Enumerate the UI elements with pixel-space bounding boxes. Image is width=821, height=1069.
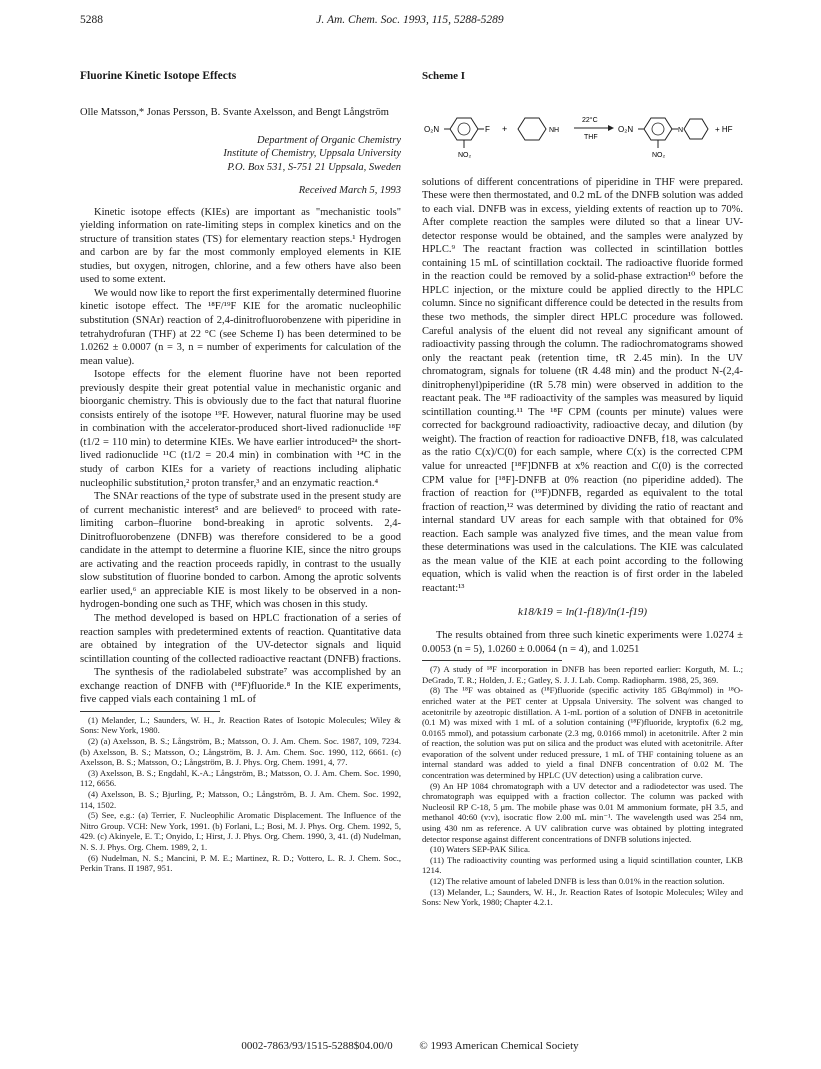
footnotes-left <box>80 715 401 874</box>
scheme-hf-label: + HF <box>715 124 733 134</box>
affiliation <box>80 134 401 175</box>
piperidine-ring-icon <box>684 119 708 139</box>
footnote: (4) Axelsson, B. S.; Bjurling, P.; Matsson, O.; Långström, B. J. Am. Chem. Soc. 1992, 114, 1502. <box>80 788 401 810</box>
scheme-label: Scheme I <box>422 70 466 82</box>
left-column <box>80 58 401 874</box>
body-paragraph: The SNAr reactions of the type of substrate used in the present study are of current mechanistic interest⁵ and are believed⁶ to proceed with rate-limiting carbon–fluorine bond-breaking in aprotic solvents. 2,4-Dinitrofluorobenzene (DNFB) was therefore considered to be a good candidate in the attempt to determine a fluorine KIE, since the nitro groups are activating and the reaction proceeds rapidly, in contrast to the usually slow substitution of fluorine bonded to carbon. Among the aprotic solvents earlier used,⁶ an appreciable KIE is most likely to be observed in a non-hydrogen-bonding one such as THF, which was chosen in this study. <box>80 491 401 611</box>
affiliation-department: Department of Organic Chemistry <box>257 134 401 146</box>
body-paragraph: We would now like to report the first experimentally determined fluorine kinetic isotope effect. The ¹⁸F/¹⁹F KIE for the aromatic nucleophilic substitution (SNAr) reaction of 2,4-dinitrofluorobenzene with piperidine in tetrahydrofuran (THF) at 22 °C (see Scheme I) has been determined to be 1.0262 ± 0.0007 (n = 3, n = number of experiments for calculation of the mean value). <box>80 287 401 367</box>
footnote: (3) Axelsson, B. S.; Engdahl, K.-A.; Långström, B.; Matsson, O. J. Am. Chem. Soc. 1990, 112, 6656. <box>80 767 401 789</box>
benzene-ring-icon <box>644 118 672 140</box>
footnote: (1) Melander, L.; Saunders, W. H., Jr. Reaction Rates of Isotopic Molecules; Wiley & Sons: New York, 1980. <box>80 714 401 736</box>
footnote: (8) The ¹⁸F was obtained as (¹⁸F)fluoride (specific activity 185 GBq/mmol) in ¹⁸O-enriched water at the PET center at Uppsala University. The solvent was changed to acetonitrile by azeotropic distillation. A 1-mL portion of a solution of DNFB in acetonitrile (0.1 M) was mixed with 1 mL of a solution containing (¹⁸F)fluoride, kryptofix (6.2 mg, 0.0165 mmol), and potassium carbonate (2.3 mg, 0.0166 mmol) in acetonitrile. After 2 min of reaction, the solution was put on silica and the product was eluted with acetonitrile. After evaporation of the solvent under reduced pressure, 1 mL of THF containing toluene as an internal standard was added to yield a final DNFB concentration of 0.02 M. The concentration was determined by HPLC (UV detection) using a calibration curve. <box>422 685 743 781</box>
body-paragraph: Kinetic isotope effects (KIEs) are important as "mechanistic tools" yielding information on rate-limiting steps in complex kinetics and on the structure of transition states (TS) for elementary reaction steps.¹ Hydrogen and carbon are by far the most commonly employed elements in KIE studies, but oxygen, nitrogen, chlorine, and a few others have also been used to some extent. <box>80 206 401 286</box>
scheme-plus: + <box>502 123 508 134</box>
body-paragraph: The method developed is based on HPLC fractionation of a series of reaction samples with predetermined extents of reaction. Quantitative data are obtained by integration of the UV-detector signals and liquid scintillation counting of the collected radioactive reactant (DNFB) fractions. <box>80 613 402 665</box>
scheme-no2-label-product: NO₂ <box>652 151 666 159</box>
scheme-o2n-label-product: O₂N <box>618 124 634 134</box>
footnote-divider <box>80 711 220 712</box>
running-header <box>80 14 740 34</box>
issn-code: 0002-7863/93/1515-5288$04.00/0 <box>241 1040 393 1052</box>
aromatic-circle-icon <box>458 123 470 135</box>
footnote: (10) Waters SEP-PAK Silica. <box>430 844 531 855</box>
footnote: (2) (a) Axelsson, B. S.; Långström, B.; Matsson, O. J. Am. Chem. Soc. 1987, 109, 7234. (b) Axelsson, B. S.; Matsson, O.; Långström, B. J. Am. Chem. Soc. 1990, 112, 6661. (c) Axelsson, B. S.; Matsson, O.; Långström, B. J. Phys. Org. Chem. 1991, 4, 77. <box>80 736 401 768</box>
scheme-n-label: N <box>678 126 684 134</box>
footnote: (12) The relative amount of labeled DNFB is less than 0.01% in the reaction solution. <box>430 876 725 887</box>
copyright-notice: © 1993 American Chemical Society <box>419 1040 579 1052</box>
scheme-solvent: THF <box>584 133 598 141</box>
footnote-divider <box>422 660 562 661</box>
received-date: Received March 5, 1993 <box>298 185 401 197</box>
scheme-o2n-label: O₂N <box>424 124 440 134</box>
body-paragraph: The synthesis of the radiolabeled substrate⁷ was accomplished by an exchange reaction of DNFB with (¹⁸F)fluoride.⁸ In the KIE experiments, five capped vials each containing 1 mL of <box>80 667 401 706</box>
scheme-no2-label: NO₂ <box>458 151 472 159</box>
footnote: (13) Melander, L.; Saunders, W. H., Jr. Reaction Rates of Isotopic Molecules; Wiley and Sons: New York, 1980; Chapter 4.2.1. <box>422 886 743 908</box>
footnote: (7) A study of ¹⁸F incorporation in DNFB has been reported earlier: Korguth, M. L.; DeGrado, T. R.; Holden, J. E.; Gatley, S. J. J. Lab. Comp. Radiopharm. 1988, 25, 369. <box>422 664 743 685</box>
article-title: Fluorine Kinetic Isotope Effects <box>80 70 237 82</box>
benzene-ring-icon <box>450 118 478 140</box>
footnotes-right <box>422 664 743 908</box>
footnote: (9) An HP 1084 chromatograph with a UV detector and a radiodetector was used. The chromatograph was equipped with a fraction collector. The column was packed with Nucleosil RP C-18, 5 μm. The mobile phase was 0.01 M ammonium formate, pH 3.5, and methanol 40:60 (v:v), isocratic flow 2.00 mL min⁻¹. The wavelength used was 254 nm, using 430 nm as reference. A UV calibration curve was obtained by plotting integrated detector response against different concentrations of DNFB solutions injected. <box>422 780 743 844</box>
journal-citation: J. Am. Chem. Soc. 1993, 115, 5288-5289 <box>316 14 504 26</box>
body-paragraph: solutions of different concentrations of piperidine in THF were prepared. These were then thermostated, and 0.2 mL of the DNFB solution was added to each vial. DNFB was in excess, yielding extents of reaction up to 70%. After complete reaction the samples were diluted so that a linear UV-detector response would be obtained, and the samples were analyzed by HPLC.⁹ The reactant fraction was collected in scintillation bottles containing 15 mL of scintillation cocktail. The radioactive fluoride formed in the reaction could be removed by a solid-phase extraction¹⁰ before the HPLC injection, or the mixture could be applied directly to the HPLC column. Since no significant difference could be detected in the results from these two methods, the simpler direct HPLC procedure was followed. Careful analysis of the eluent did not reveal any significant amount of radioactivity passing through the column. The radiochromatograms showed only the reactant peak (retention time, tR 2.45 min). In the UV chromatogram, signals for toluene (tR 4.48 min) and the product N-(2,4-dinitrophenyl)piperidine (tR 5.78 min) were observed in addition to the reactant peak. The ¹⁸F radioactivity of the samples was measured by liquid scintillation counting.¹¹ The ¹⁸F CPM (counts per minute) values were corrected for background radioactivity, radioactive decay, and dilution (by weight). The fraction of reaction for radioactive DNFB, f18, was calculated as the ratio C(x)/C(0) for each sample, where C(x) is the corrected CPM value for unreacted [¹⁸F]DNFB at x% reaction and C(0) is the corrected CPM value for [¹⁸F]-DNFB at 0% reaction (no piperidine added). The fraction of reaction for (¹⁹F)DNFB, regarded as equivalent to the total fraction of reaction,¹² was determined by dividing the ratio of reactant and internal standard UV areas for each sample with that obtained for 0% reaction. Each sample was analyzed five times, and the mean value from these determinations was used in the calculations. The KIE was calculated as the mean value of the KIE at each point according to the following equation, which is valid when the reaction is of first order in the labeled reactant:¹³ <box>422 176 743 594</box>
affiliation-address: P.O. Box 531, S-751 21 Uppsala, Sweden <box>227 161 401 173</box>
affiliation-institute: Institute of Chemistry, Uppsala University <box>223 148 401 160</box>
body-paragraph: Isotope effects for the element fluorine have not been reported previously despite their great potential value in mechanistic organic and bioorganic chemistry. This is obviously due to the fact that natural fluorine consists entirely of the isotope ¹⁹F. However, natural fluorine may be used in combination with the accelerator-produced short-lived radionuclide ¹⁸F (t1/2 = 110 min) to determine KIEs. We have earlier introduced²ᵃ the short-lived radionuclide ¹¹C (t1/2 = 20.4 min) in combination with ¹⁴C in the study of carbon KIEs for a variety of reactions including aliphatic nucleophilic substitution,² proton transfer,³ and an enzymatic reaction.⁴ <box>80 369 401 489</box>
footnote: (11) The radioactivity counting was performed using a liquid scintillation counter, LKB 1214. <box>422 854 743 876</box>
scheme-nh-label: NH <box>549 126 560 134</box>
author-list: Olle Matsson,* Jonas Persson, B. Svante Axelsson, and Bengt Långström <box>80 106 389 118</box>
aromatic-circle-icon <box>652 123 664 135</box>
arrow-head-icon <box>608 125 614 131</box>
footnote: (5) See, e.g.: (a) Terrier, F. Nucleophilic Aromatic Displacement. The Influence of the Nitro Group. VCH: New York, 1991. (b) Forlani, L.; Bosi, M. J. Phys. Org. Chem. 1992, 5, 429. (c) Akinyele, E. T.; Onyido, I.; Hirst, J. J. Phys. Org. Chem. 1990, 3, 41. (d) Nudelman, N. S. J. Phys. Org. Chem. 1989, 2, 1. <box>80 810 401 852</box>
page-footer <box>80 1040 740 1052</box>
scheme-temperature: 22°C <box>582 116 598 124</box>
footnote: (6) Nudelman, N. S.; Mancini, P. M. E.; Martinez, R. D.; Vottero, L. R. J. Chem. Soc., Perkin Trans. II 1987, 951. <box>80 852 401 874</box>
reaction-scheme <box>422 88 743 176</box>
page-number: 5288 <box>80 14 103 26</box>
body-paragraph: The results obtained from three such kinetic experiments were 1.0274 ± 0.0053 (n = 5), 1.0260 ± 0.0064 (n = 4), and 1.0251 <box>422 630 743 655</box>
piperidine-ring-icon <box>518 118 546 140</box>
scheme-fluoro-label: F <box>485 124 490 134</box>
reaction-scheme-diagram <box>422 88 743 176</box>
right-column <box>422 58 743 908</box>
kie-equation: k18/k19 = ln(1-f18)/ln(1-f19) <box>517 605 647 618</box>
